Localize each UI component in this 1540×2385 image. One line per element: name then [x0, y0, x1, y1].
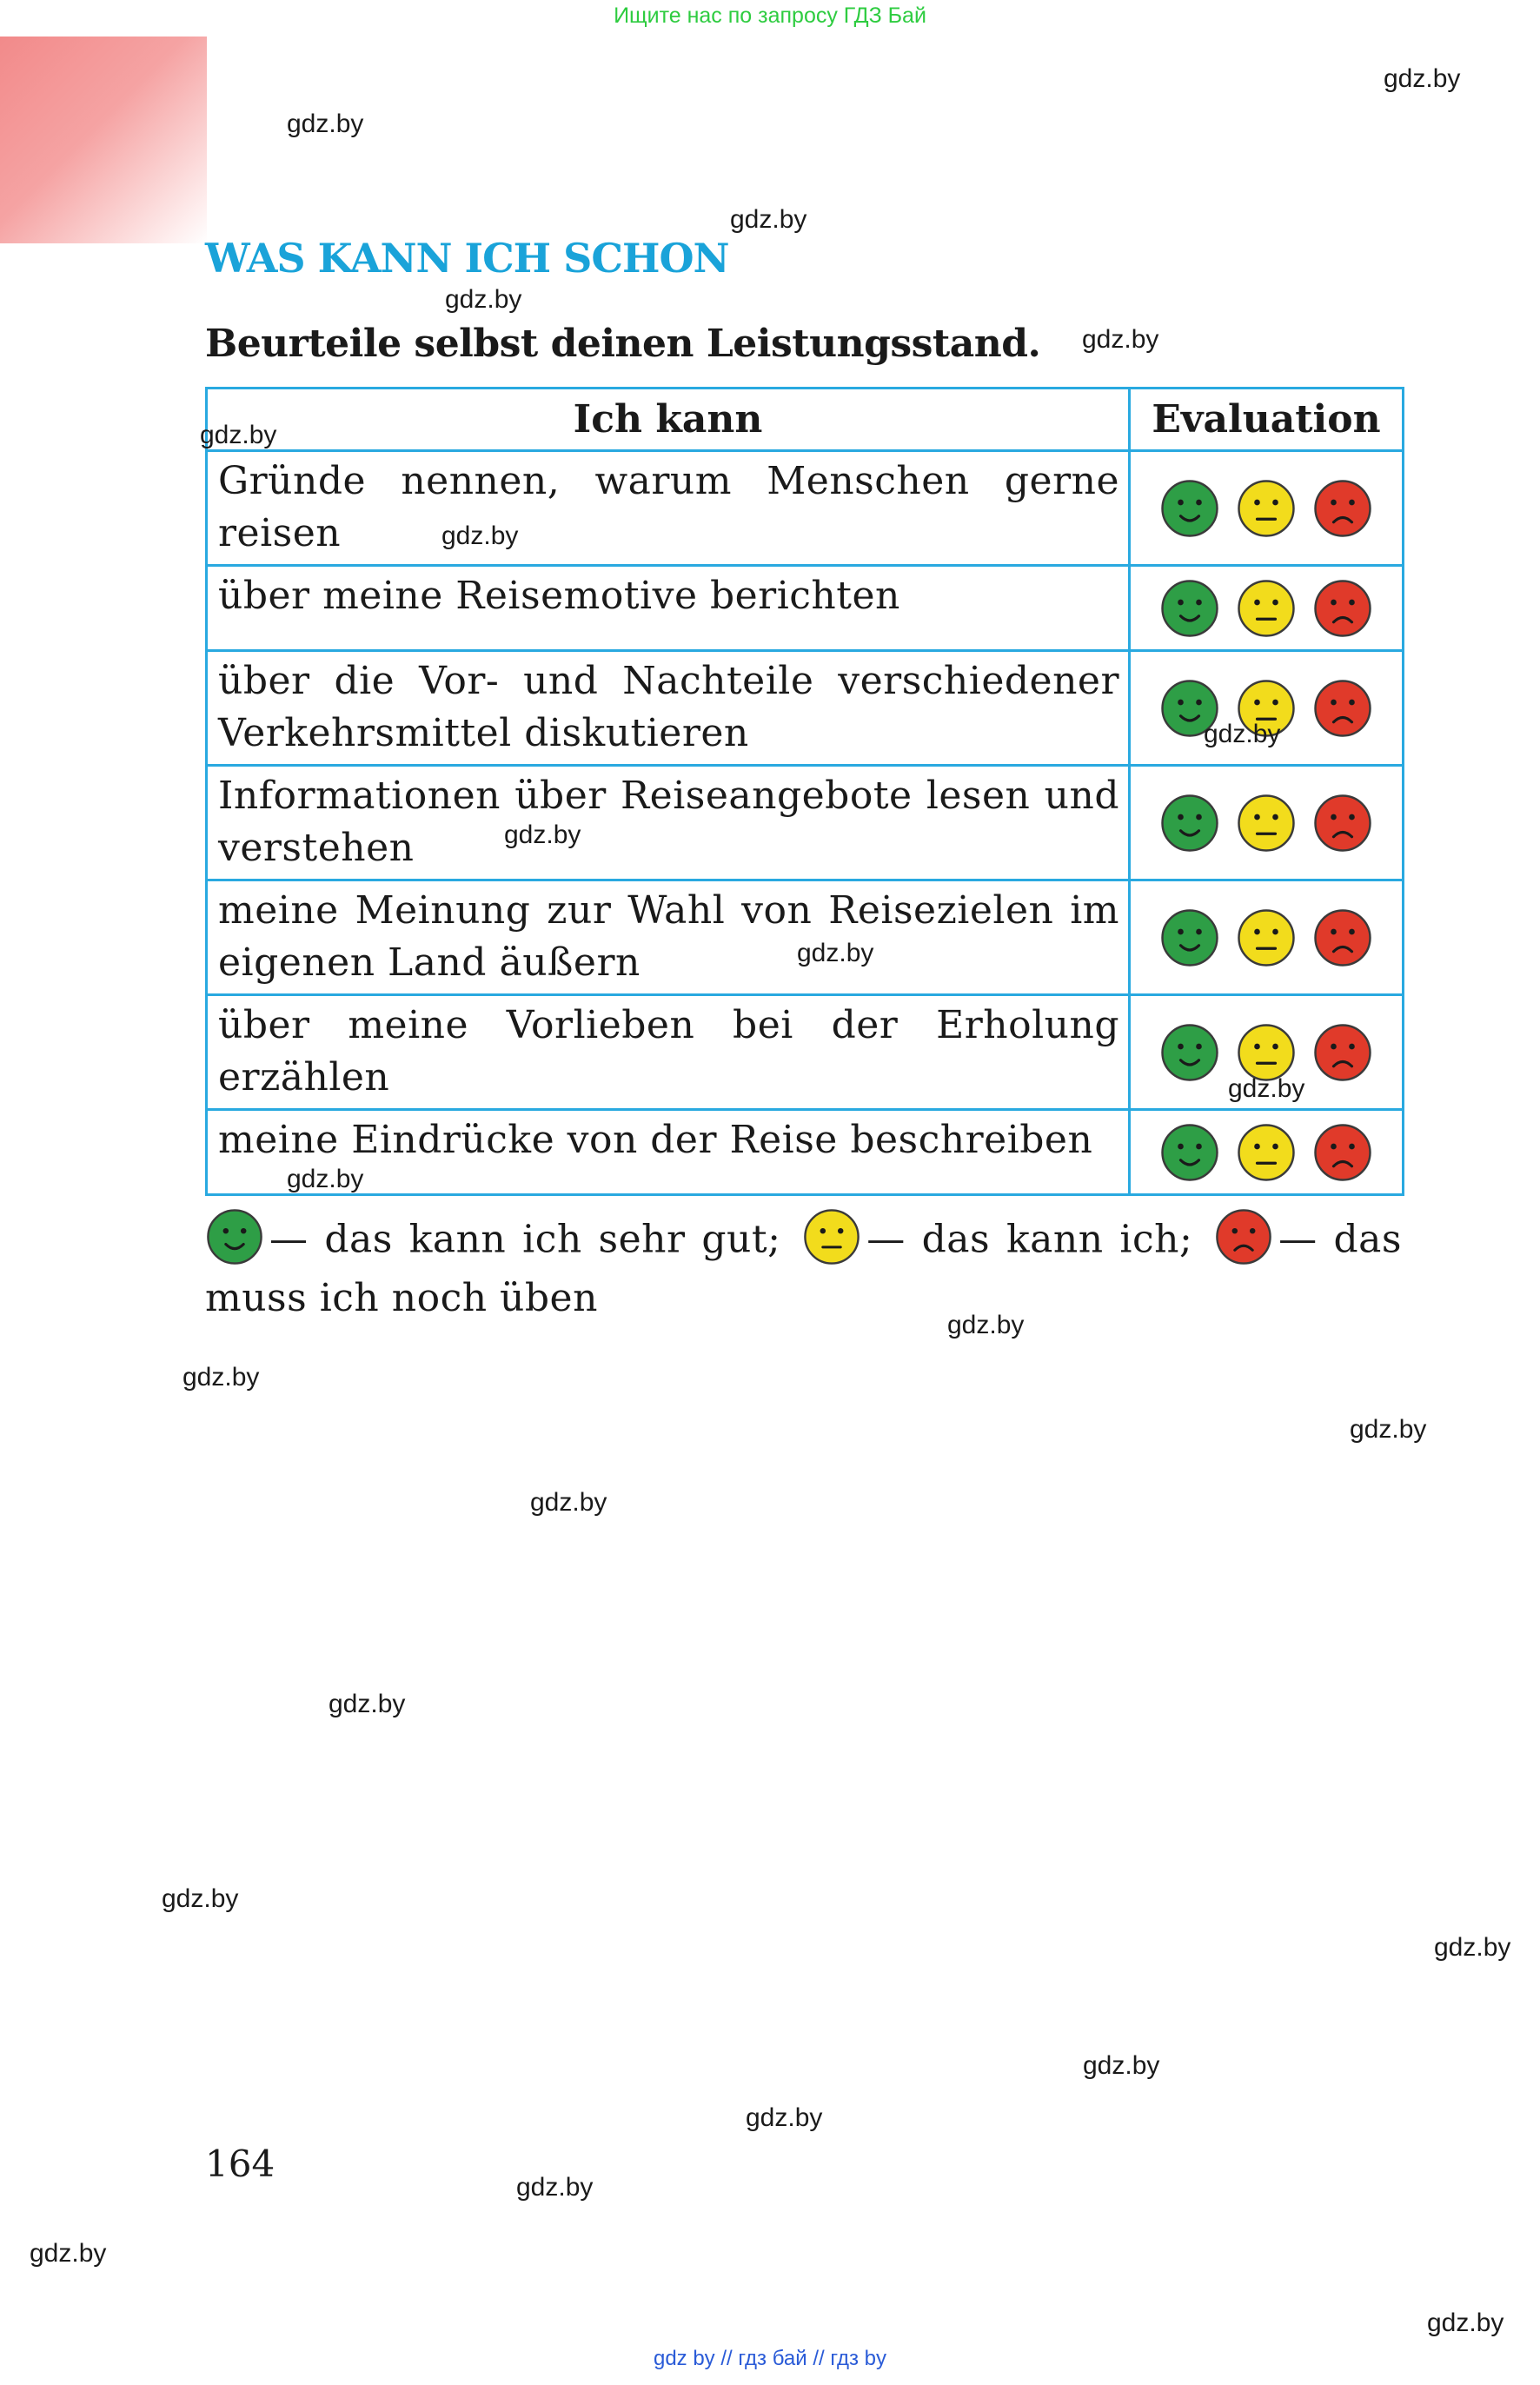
table-row — [207, 880, 1404, 995]
watermark: gdz.by — [1350, 1415, 1427, 1444]
page-title: WAS KANN ICH SCHON — [205, 235, 729, 282]
corner-decoration — [0, 37, 207, 243]
legend — [205, 1212, 1402, 1325]
watermark: gdz.by — [162, 1884, 239, 1913]
table-row — [207, 766, 1404, 880]
watermark: gdz.by — [730, 205, 807, 234]
neutral-face-icon[interactable] — [1236, 478, 1297, 539]
table-row — [207, 1110, 1404, 1195]
watermark: gdz.by — [1228, 1074, 1305, 1103]
evaluation-faces — [1130, 566, 1404, 651]
evaluation-faces — [1130, 451, 1404, 566]
header-evaluation: Evaluation — [1130, 389, 1404, 451]
watermark: gdz.by — [947, 1311, 1025, 1339]
skill-text: meine Eindrücke von der Reise beschreiben — [207, 1110, 1130, 1195]
watermark: gdz.by — [1427, 2309, 1504, 2337]
table-row — [207, 995, 1404, 1110]
watermark: gdz.by — [287, 110, 364, 138]
watermark: gdz.by — [200, 421, 277, 449]
sad-face-icon[interactable] — [1312, 793, 1373, 854]
sad-face-icon[interactable] — [1312, 478, 1373, 539]
evaluation-faces — [1130, 880, 1404, 995]
watermark: gdz.by — [530, 1488, 607, 1517]
neutral-face-icon[interactable] — [1236, 907, 1297, 968]
happy-face-icon — [205, 1207, 264, 1266]
sad-face-icon[interactable] — [1312, 1122, 1373, 1183]
sad-face-icon[interactable] — [1312, 1022, 1373, 1083]
header-ich-kann: Ich kann — [207, 389, 1130, 451]
watermark: gdz.by — [1384, 64, 1461, 93]
legend-bad-text: — das muss ich noch üben — [205, 1217, 1402, 1320]
sad-face-icon[interactable] — [1312, 907, 1373, 968]
skill-text: über meine Vorlieben bei der Erholung erzählen — [207, 995, 1130, 1110]
table-row — [207, 451, 1404, 566]
watermark: gdz.by — [183, 1363, 260, 1392]
sad-face-icon — [1214, 1207, 1273, 1266]
neutral-face-icon[interactable] — [1236, 1022, 1297, 1083]
watermark: gdz.by — [516, 2173, 594, 2202]
neutral-face-icon[interactable] — [1236, 578, 1297, 639]
watermark: gdz.by — [441, 522, 519, 550]
sad-face-icon[interactable] — [1312, 578, 1373, 639]
neutral-face-icon — [802, 1207, 861, 1266]
legend-good-text: — das kann ich sehr gut; — [269, 1217, 781, 1262]
watermark: gdz.by — [746, 2103, 823, 2132]
skill-text: Informationen über Reiseangebote lesen und verstehen — [207, 766, 1130, 880]
watermark: gdz.by — [1204, 720, 1281, 748]
watermark: gdz.by — [504, 820, 581, 849]
top-banner[interactable]: Ищите нас по запросу ГДЗ Бай — [614, 3, 926, 28]
watermark: gdz.by — [287, 1165, 364, 1193]
watermark: gdz.by — [329, 1690, 406, 1718]
skill-text: meine Meinung zur Wahl von Reisezielen im eigenen Land äußern — [207, 880, 1130, 995]
legend-ok-text: — das kann ich; — [866, 1217, 1193, 1262]
watermark: gdz.by — [1083, 2051, 1160, 2080]
watermark: gdz.by — [1434, 1933, 1511, 1962]
neutral-face-icon[interactable] — [1236, 793, 1297, 854]
evaluation-faces — [1130, 1110, 1404, 1195]
watermark: gdz.by — [445, 285, 522, 314]
evaluation-faces — [1130, 766, 1404, 880]
happy-face-icon[interactable] — [1159, 1122, 1220, 1183]
evaluation-table — [205, 387, 1404, 1196]
happy-face-icon[interactable] — [1159, 1022, 1220, 1083]
skill-text: Gründe nennen, warum Menschen gerne reisen — [207, 451, 1130, 566]
task-instruction: Beurteile selbst deinen Leistungsstand. — [205, 322, 1041, 366]
neutral-face-icon[interactable] — [1236, 1122, 1297, 1183]
happy-face-icon[interactable] — [1159, 578, 1220, 639]
page-number: 164 — [205, 2143, 275, 2185]
bottom-links[interactable]: gdz by // гдз бай // гдз by — [653, 2347, 887, 2370]
watermark: gdz.by — [797, 939, 874, 967]
happy-face-icon[interactable] — [1159, 907, 1220, 968]
skill-text: über meine Reisemotive berichten — [207, 566, 1130, 651]
happy-face-icon[interactable] — [1159, 478, 1220, 539]
table-row — [207, 566, 1404, 651]
watermark: gdz.by — [1082, 325, 1159, 354]
skill-text: über die Vor- und Nachteile verschiedener Verkehrsmittel diskutieren — [207, 651, 1130, 766]
sad-face-icon[interactable] — [1312, 678, 1373, 739]
happy-face-icon[interactable] — [1159, 793, 1220, 854]
watermark: gdz.by — [30, 2239, 107, 2268]
